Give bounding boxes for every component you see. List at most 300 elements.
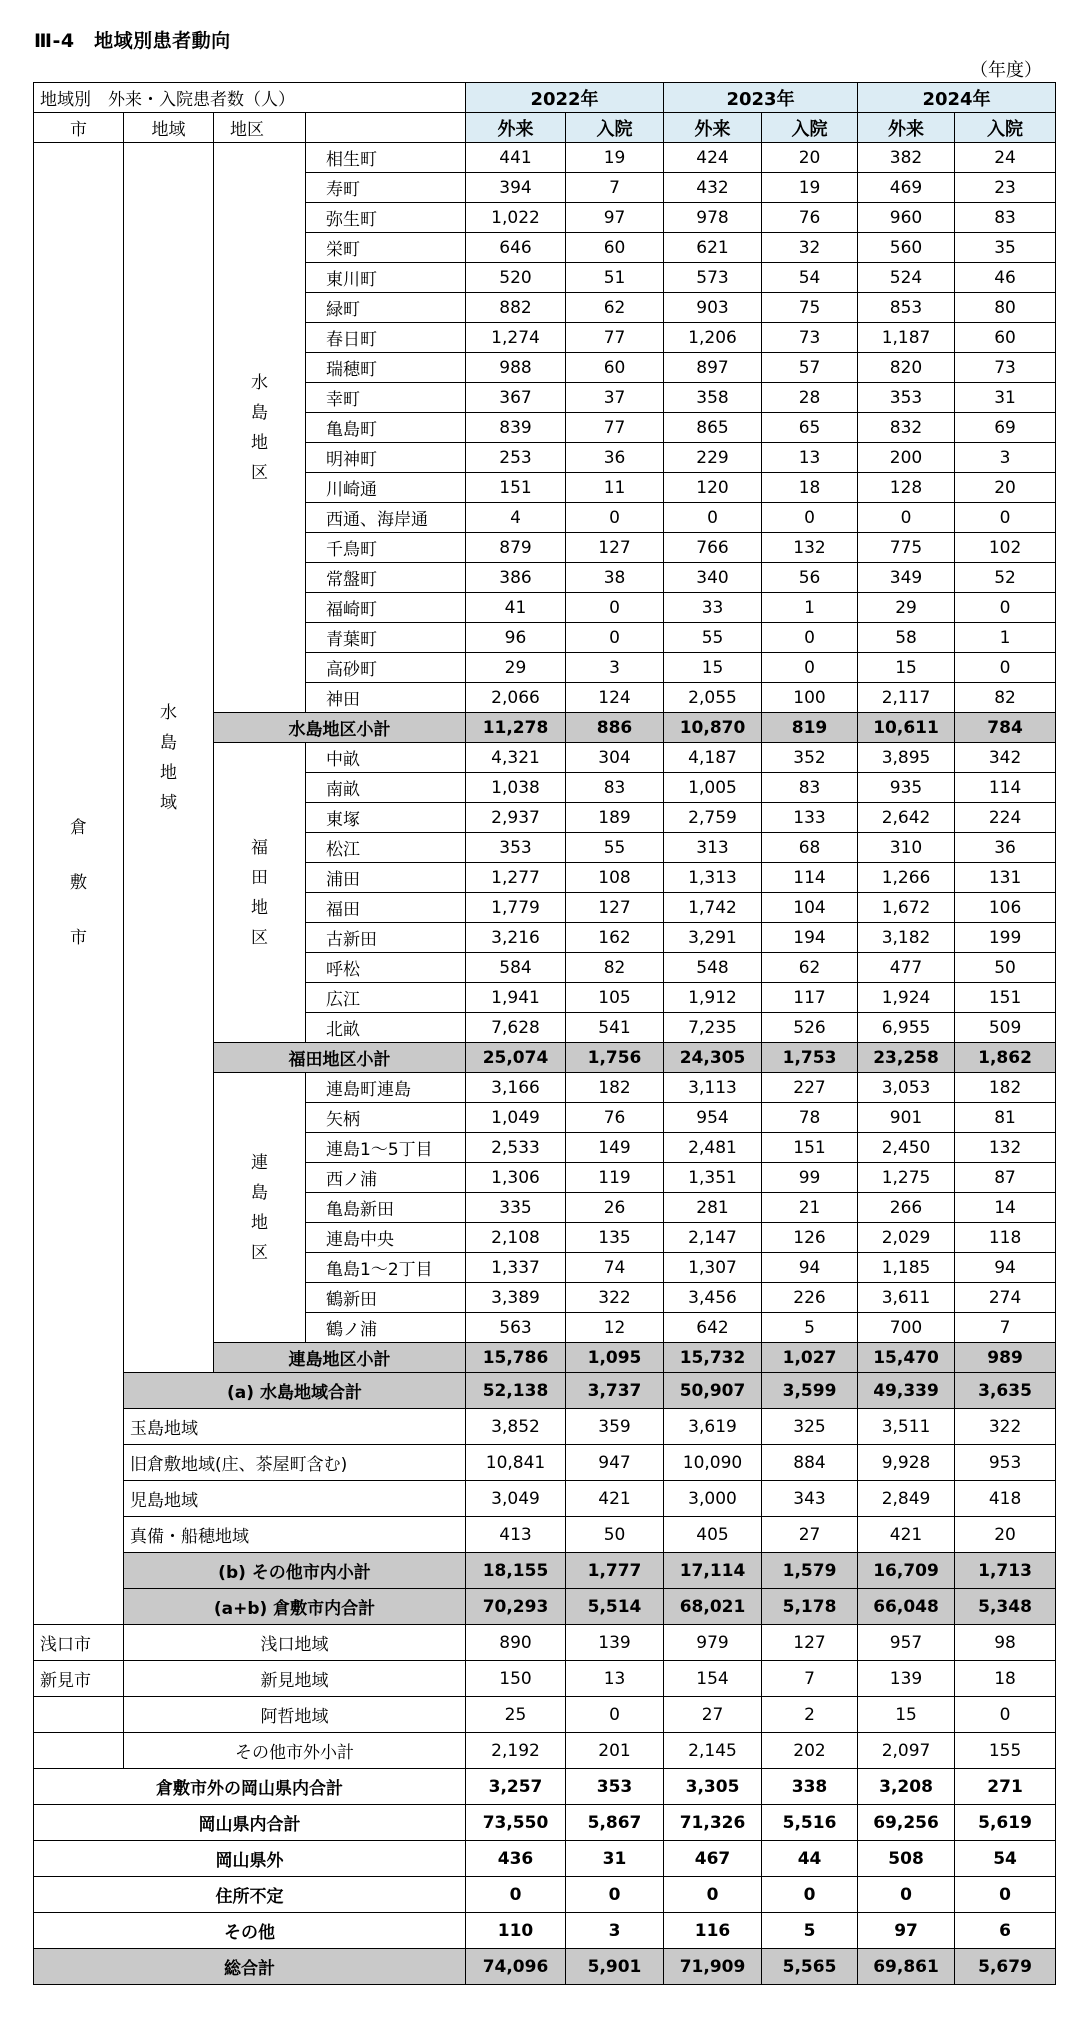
value-cell: 2,450 [858, 1133, 955, 1163]
value-cell: 32 [762, 233, 858, 263]
year-header: 2023年 [664, 83, 858, 113]
table-row [34, 1625, 1056, 1661]
town-name: 高砂町 [306, 653, 466, 683]
value-cell: 310 [858, 833, 955, 863]
value-cell: 1,351 [664, 1163, 762, 1193]
value-cell: 960 [858, 203, 955, 233]
value-cell: 10,611 [858, 713, 955, 743]
town-name: 青葉町 [306, 623, 466, 653]
value-cell: 784 [955, 713, 1056, 743]
value-cell: 0 [858, 1877, 955, 1913]
value-cell: 5,679 [955, 1949, 1056, 1985]
value-cell: 194 [762, 923, 858, 953]
value-cell: 3,895 [858, 743, 955, 773]
value-cell: 353 [858, 383, 955, 413]
value-cell: 957 [858, 1625, 955, 1661]
value-cell: 96 [466, 623, 566, 653]
value-cell: 1,022 [466, 203, 566, 233]
value-cell: 359 [566, 1409, 664, 1445]
value-cell: 131 [955, 863, 1056, 893]
value-cell: 989 [955, 1343, 1056, 1373]
value-cell: 573 [664, 263, 762, 293]
value-cell: 108 [566, 863, 664, 893]
value-cell: 51 [566, 263, 664, 293]
town-name: 鶴ノ浦 [306, 1313, 466, 1343]
table-body [34, 83, 1056, 1985]
value-cell: 1,941 [466, 983, 566, 1013]
value-cell: 106 [955, 893, 1056, 923]
value-cell: 1,753 [762, 1043, 858, 1073]
value-cell: 74 [566, 1253, 664, 1283]
table-row [34, 1553, 1056, 1589]
value-cell: 7 [566, 173, 664, 203]
value-cell: 76 [762, 203, 858, 233]
value-cell: 10,870 [664, 713, 762, 743]
value-cell: 353 [566, 1769, 664, 1805]
value-cell: 104 [762, 893, 858, 923]
town-name: 栄町 [306, 233, 466, 263]
total-label: (a) 水島地域合計 [124, 1373, 466, 1409]
value-cell: 0 [664, 1877, 762, 1913]
value-cell: 2,029 [858, 1223, 955, 1253]
value-cell: 3 [566, 653, 664, 683]
value-cell: 1 [955, 623, 1056, 653]
town-name: 鶴新田 [306, 1283, 466, 1313]
regional-patient-table [33, 82, 1056, 1985]
value-cell: 3,049 [466, 1481, 566, 1517]
vertical-label: 水 島 地 域 [160, 702, 177, 813]
value-cell: 524 [858, 263, 955, 293]
value-cell: 16,709 [858, 1553, 955, 1589]
value-cell: 76 [566, 1103, 664, 1133]
value-cell: 508 [858, 1841, 955, 1877]
value-cell: 99 [762, 1163, 858, 1193]
value-cell: 182 [955, 1073, 1056, 1103]
col-district-header: 地区 [214, 113, 306, 143]
value-cell: 2,192 [466, 1733, 566, 1769]
value-cell: 954 [664, 1103, 762, 1133]
area-name: 玉島地域 [124, 1409, 466, 1445]
value-cell: 110 [466, 1913, 566, 1949]
col-area-header: 地域 [124, 113, 214, 143]
value-cell: 36 [955, 833, 1056, 863]
value-cell: 10,841 [466, 1445, 566, 1481]
value-cell: 29 [858, 593, 955, 623]
value-cell: 2,759 [664, 803, 762, 833]
value-cell: 563 [466, 1313, 566, 1343]
value-cell: 935 [858, 773, 955, 803]
value-cell: 266 [858, 1193, 955, 1223]
summary-label: 倉敷市外の岡山県内合計 [34, 1769, 466, 1805]
value-cell: 1,275 [858, 1163, 955, 1193]
value-cell: 340 [664, 563, 762, 593]
subtotal-label: 水島地区小計 [214, 713, 466, 743]
value-cell: 46 [955, 263, 1056, 293]
table-row [34, 1445, 1056, 1481]
town-name: 瑞穂町 [306, 353, 466, 383]
value-cell: 94 [955, 1253, 1056, 1283]
value-cell: 477 [858, 953, 955, 983]
town-name: 千鳥町 [306, 533, 466, 563]
value-cell: 124 [566, 683, 664, 713]
value-cell: 526 [762, 1013, 858, 1043]
value-cell: 52,138 [466, 1373, 566, 1409]
value-cell: 24,305 [664, 1043, 762, 1073]
value-cell: 25,074 [466, 1043, 566, 1073]
value-cell: 884 [762, 1445, 858, 1481]
value-cell: 1,756 [566, 1043, 664, 1073]
value-cell: 201 [566, 1733, 664, 1769]
value-cell: 413 [466, 1517, 566, 1553]
value-cell: 509 [955, 1013, 1056, 1043]
table-row [34, 1841, 1056, 1877]
value-cell: 0 [762, 1877, 858, 1913]
value-cell: 3,216 [466, 923, 566, 953]
value-cell: 199 [955, 923, 1056, 953]
value-cell: 382 [858, 143, 955, 173]
value-cell: 1,038 [466, 773, 566, 803]
value-cell: 2,097 [858, 1733, 955, 1769]
value-cell: 903 [664, 293, 762, 323]
value-cell: 80 [955, 293, 1056, 323]
value-cell: 69 [955, 413, 1056, 443]
value-cell: 3,182 [858, 923, 955, 953]
value-cell: 418 [955, 1481, 1056, 1517]
value-cell: 82 [566, 953, 664, 983]
value-cell: 353 [466, 833, 566, 863]
value-cell: 68,021 [664, 1589, 762, 1625]
value-cell: 0 [566, 1877, 664, 1913]
value-cell: 1,742 [664, 893, 762, 923]
value-cell: 118 [955, 1223, 1056, 1253]
area-name: 真備・船穂地域 [124, 1517, 466, 1553]
value-cell: 127 [566, 533, 664, 563]
value-cell: 338 [762, 1769, 858, 1805]
value-cell: 839 [466, 413, 566, 443]
value-cell: 133 [762, 803, 858, 833]
value-cell: 55 [566, 833, 664, 863]
value-cell: 13 [762, 443, 858, 473]
value-cell: 2,108 [466, 1223, 566, 1253]
value-cell: 5,565 [762, 1949, 858, 1985]
value-cell: 5,619 [955, 1805, 1056, 1841]
value-cell: 1,912 [664, 983, 762, 1013]
value-cell: 60 [566, 233, 664, 263]
value-cell: 15 [664, 653, 762, 683]
value-cell: 151 [955, 983, 1056, 1013]
value-cell: 24 [955, 143, 1056, 173]
town-name: 連島町連島 [306, 1073, 466, 1103]
value-cell: 28 [762, 383, 858, 413]
value-cell: 132 [955, 1133, 1056, 1163]
value-cell: 2,147 [664, 1223, 762, 1253]
summary-label: 岡山県外 [34, 1841, 466, 1877]
value-cell: 1,185 [858, 1253, 955, 1283]
value-cell: 352 [762, 743, 858, 773]
town-name: 川崎通 [306, 473, 466, 503]
value-cell: 1,777 [566, 1553, 664, 1589]
value-cell: 70,293 [466, 1589, 566, 1625]
value-cell: 5,867 [566, 1805, 664, 1841]
value-cell: 3,619 [664, 1409, 762, 1445]
district-mizushima [214, 143, 306, 713]
value-cell: 97 [566, 203, 664, 233]
fiscal-year-unit: （年度） [970, 60, 1042, 81]
value-cell: 27 [762, 1517, 858, 1553]
value-cell: 3,166 [466, 1073, 566, 1103]
value-cell: 0 [664, 503, 762, 533]
value-cell: 71,909 [664, 1949, 762, 1985]
summary-label: その他 [34, 1913, 466, 1949]
value-cell: 3,599 [762, 1373, 858, 1409]
town-name: 緑町 [306, 293, 466, 323]
inpatient-header: 入院 [566, 113, 664, 143]
town-name: 東塚 [306, 803, 466, 833]
value-cell: 135 [566, 1223, 664, 1253]
value-cell: 60 [566, 353, 664, 383]
year-header: 2024年 [858, 83, 1056, 113]
value-cell: 229 [664, 443, 762, 473]
value-cell: 367 [466, 383, 566, 413]
value-cell: 74,096 [466, 1949, 566, 1985]
value-cell: 18 [762, 473, 858, 503]
town-name: 相生町 [306, 143, 466, 173]
value-cell: 41 [466, 593, 566, 623]
value-cell: 0 [762, 623, 858, 653]
town-name: 亀島1～2丁目 [306, 1253, 466, 1283]
subtotal-label: その他市外小計 [124, 1733, 466, 1769]
value-cell: 57 [762, 353, 858, 383]
value-cell: 151 [466, 473, 566, 503]
town-name: 矢柄 [306, 1103, 466, 1133]
town-name: 幸町 [306, 383, 466, 413]
value-cell: 149 [566, 1133, 664, 1163]
value-cell: 139 [858, 1661, 955, 1697]
value-cell: 882 [466, 293, 566, 323]
value-cell: 890 [466, 1625, 566, 1661]
value-cell: 520 [466, 263, 566, 293]
value-cell: 15,732 [664, 1343, 762, 1373]
value-cell: 3,635 [955, 1373, 1056, 1409]
value-cell: 5,348 [955, 1589, 1056, 1625]
value-cell: 65 [762, 413, 858, 443]
value-cell: 116 [664, 1913, 762, 1949]
value-cell: 50 [566, 1517, 664, 1553]
value-cell: 1,049 [466, 1103, 566, 1133]
value-cell: 0 [955, 503, 1056, 533]
value-cell: 2,937 [466, 803, 566, 833]
value-cell: 117 [762, 983, 858, 1013]
value-cell: 182 [566, 1073, 664, 1103]
value-cell: 3 [955, 443, 1056, 473]
value-cell: 1,274 [466, 323, 566, 353]
value-cell: 2,533 [466, 1133, 566, 1163]
value-cell: 119 [566, 1163, 664, 1193]
value-cell: 202 [762, 1733, 858, 1769]
value-cell: 3,511 [858, 1409, 955, 1445]
table-row [34, 1697, 1056, 1733]
value-cell: 0 [566, 1697, 664, 1733]
value-cell: 3,611 [858, 1283, 955, 1313]
value-cell: 342 [955, 743, 1056, 773]
value-cell: 1,779 [466, 893, 566, 923]
value-cell: 94 [762, 1253, 858, 1283]
value-cell: 69,256 [858, 1805, 955, 1841]
value-cell: 98 [955, 1625, 1056, 1661]
value-cell: 19 [762, 173, 858, 203]
value-cell: 31 [955, 383, 1056, 413]
value-cell: 1,306 [466, 1163, 566, 1193]
value-cell: 87 [955, 1163, 1056, 1193]
value-cell: 50 [955, 953, 1056, 983]
town-name: 神田 [306, 683, 466, 713]
value-cell: 313 [664, 833, 762, 863]
value-cell: 15 [858, 653, 955, 683]
value-cell: 386 [466, 563, 566, 593]
value-cell: 548 [664, 953, 762, 983]
value-cell: 7,628 [466, 1013, 566, 1043]
town-name: 中畝 [306, 743, 466, 773]
value-cell: 1,924 [858, 983, 955, 1013]
table-row [34, 1913, 1056, 1949]
value-cell: 36 [566, 443, 664, 473]
town-name: 亀島新田 [306, 1193, 466, 1223]
value-cell: 15,470 [858, 1343, 955, 1373]
value-cell: 60 [955, 323, 1056, 353]
value-cell: 1,206 [664, 323, 762, 353]
vertical-label: 倉 敷 市 [70, 818, 87, 948]
value-cell: 978 [664, 203, 762, 233]
value-cell: 3,456 [664, 1283, 762, 1313]
value-cell: 1,005 [664, 773, 762, 803]
value-cell: 11,278 [466, 713, 566, 743]
value-cell: 19 [566, 143, 664, 173]
value-cell: 97 [858, 1913, 955, 1949]
value-cell: 441 [466, 143, 566, 173]
vertical-label: 連 島 地 区 [251, 1152, 268, 1263]
vertical-label: 水 島 地 区 [251, 372, 268, 483]
value-cell: 5 [762, 1313, 858, 1343]
value-cell: 127 [762, 1625, 858, 1661]
value-cell: 10,090 [664, 1445, 762, 1481]
city-niimi: 新見市 [34, 1661, 124, 1697]
value-cell: 646 [466, 233, 566, 263]
value-cell: 31 [566, 1841, 664, 1877]
value-cell: 150 [466, 1661, 566, 1697]
value-cell: 394 [466, 173, 566, 203]
value-cell: 1,672 [858, 893, 955, 923]
value-cell: 281 [664, 1193, 762, 1223]
value-cell: 105 [566, 983, 664, 1013]
town-name: 北畝 [306, 1013, 466, 1043]
value-cell: 83 [762, 773, 858, 803]
value-cell: 52 [955, 563, 1056, 593]
value-cell: 26 [566, 1193, 664, 1223]
value-cell: 100 [762, 683, 858, 713]
table-row [34, 1409, 1056, 1445]
value-cell: 6 [955, 1913, 1056, 1949]
value-cell: 5,901 [566, 1949, 664, 1985]
value-cell: 953 [955, 1445, 1056, 1481]
value-cell: 73,550 [466, 1805, 566, 1841]
table-row [34, 143, 1056, 173]
value-cell: 274 [955, 1283, 1056, 1313]
town-name: 呼松 [306, 953, 466, 983]
header-label: 地域別 外来・入院患者数（人） [34, 83, 466, 113]
value-cell: 15 [858, 1697, 955, 1733]
town-name: 連島中央 [306, 1223, 466, 1253]
value-cell: 0 [955, 1697, 1056, 1733]
value-cell: 83 [566, 773, 664, 803]
value-cell: 467 [664, 1841, 762, 1877]
town-name: 明神町 [306, 443, 466, 473]
value-cell: 2,642 [858, 803, 955, 833]
value-cell: 0 [566, 503, 664, 533]
value-cell: 700 [858, 1313, 955, 1343]
value-cell: 335 [466, 1193, 566, 1223]
value-cell: 832 [858, 413, 955, 443]
value-cell: 3,053 [858, 1073, 955, 1103]
blank-cell [34, 1733, 124, 1769]
value-cell: 82 [955, 683, 1056, 713]
value-cell: 1,579 [762, 1553, 858, 1589]
value-cell: 5 [762, 1913, 858, 1949]
value-cell: 102 [955, 533, 1056, 563]
value-cell: 151 [762, 1133, 858, 1163]
value-cell: 77 [566, 413, 664, 443]
total-label: (a+b) 倉敷市内合計 [124, 1589, 466, 1625]
table-row [34, 1517, 1056, 1553]
summary-label: 住所不定 [34, 1877, 466, 1913]
value-cell: 37 [566, 383, 664, 413]
value-cell: 54 [762, 263, 858, 293]
value-cell: 73 [955, 353, 1056, 383]
blank-city-cell [34, 1697, 124, 1733]
value-cell: 58 [858, 623, 955, 653]
value-cell: 9,928 [858, 1445, 955, 1481]
value-cell: 139 [566, 1625, 664, 1661]
value-cell: 227 [762, 1073, 858, 1103]
table-row [34, 1589, 1056, 1625]
value-cell: 322 [955, 1409, 1056, 1445]
value-cell: 12 [566, 1313, 664, 1343]
value-cell: 1,187 [858, 323, 955, 353]
value-cell: 29 [466, 653, 566, 683]
table-row [34, 1481, 1056, 1517]
value-cell: 5,178 [762, 1589, 858, 1625]
value-cell: 155 [955, 1733, 1056, 1769]
town-name: 古新田 [306, 923, 466, 953]
value-cell: 7 [762, 1661, 858, 1697]
value-cell: 5,514 [566, 1589, 664, 1625]
value-cell: 879 [466, 533, 566, 563]
value-cell: 18,155 [466, 1553, 566, 1589]
value-cell: 1,027 [762, 1343, 858, 1373]
city-asakuchi: 浅口市 [34, 1625, 124, 1661]
value-cell: 1 [762, 593, 858, 623]
value-cell: 35 [955, 233, 1056, 263]
outpatient-header: 外来 [858, 113, 955, 143]
town-name: 広江 [306, 983, 466, 1013]
value-cell: 78 [762, 1103, 858, 1133]
subtotal-label: 福田地区小計 [214, 1043, 466, 1073]
town-name: 亀島町 [306, 413, 466, 443]
town-name: 松江 [306, 833, 466, 863]
value-cell: 27 [664, 1697, 762, 1733]
value-cell: 23,258 [858, 1043, 955, 1073]
town-name: 西通、海岸通 [306, 503, 466, 533]
value-cell: 1,313 [664, 863, 762, 893]
